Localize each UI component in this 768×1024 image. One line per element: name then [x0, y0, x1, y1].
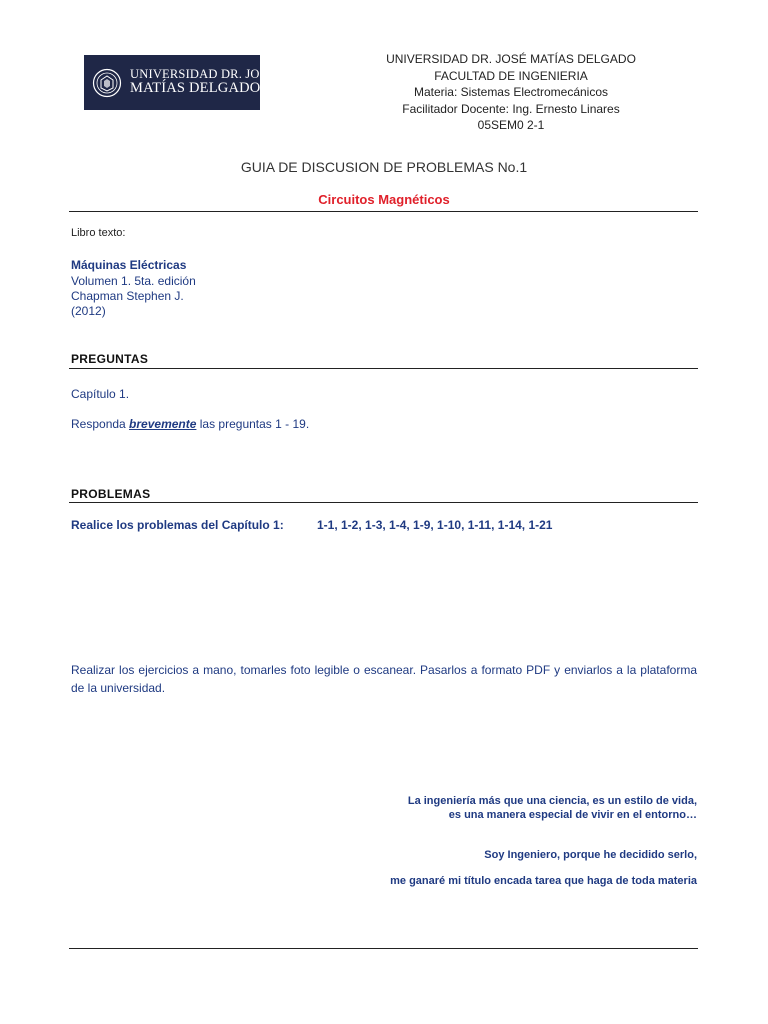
quote-line-3: Soy Ingeniero, porque he decidido serlo,	[484, 849, 697, 861]
book-author: Chapman Stephen J.	[71, 289, 184, 303]
university-name: UNIVERSIDAD DR. JOSÉ MATÍAS DELGADO	[386, 52, 636, 66]
problems-list: 1-1, 1-2, 1-3, 1-4, 1-9, 1-10, 1-11, 1-14, 1-21	[317, 518, 553, 532]
book-title: Máquinas Eléctricas	[71, 258, 187, 272]
logo-line-1: UNIVERSIDAD DR. JOSÉ	[130, 67, 275, 82]
university-logo	[84, 55, 275, 110]
guide-topic: Circuitos Magnéticos	[318, 192, 450, 207]
document-header	[350, 51, 672, 134]
divider-bottom	[69, 948, 698, 949]
submission-instructions: Realizar los ejercicios a mano, tomarles foto legible o escanear. Pasarlos a formato PDF y enviarlos a la plataforma de la universidad.	[71, 663, 697, 695]
logo-wordmark	[130, 68, 275, 96]
divider-problemas	[69, 502, 698, 503]
questions-instruction	[71, 417, 309, 431]
instruction-before: Responda	[71, 417, 130, 431]
subject-name: Materia: Sistemas Electromecánicos	[413, 85, 609, 99]
problemas-heading: PROBLEMAS	[71, 487, 151, 501]
guide-title: GUIA DE DISCUSION DE PROBLEMAS No.1	[240, 159, 528, 175]
divider-preguntas	[69, 368, 698, 369]
book-year: (2012)	[71, 304, 106, 318]
course-code: 05SEM0 2-1	[477, 118, 545, 132]
quote-line-2: es una manera especial de vivir en el entorno…	[448, 809, 697, 821]
divider-top	[69, 211, 698, 212]
university-seal-icon	[92, 68, 122, 98]
preguntas-heading: PREGUNTAS	[71, 352, 149, 366]
instruction-after: las preguntas 1 - 19.	[196, 417, 310, 431]
instruction-emphasis: brevemente	[129, 417, 197, 431]
teacher-name: Facilitador Docente: Ing. Ernesto Linares	[402, 101, 620, 116]
quote-line-1: La ingeniería más que una ciencia, es un estilo de vida,	[407, 795, 697, 807]
book-volume: Volumen 1. 5ta. edición	[71, 274, 196, 288]
book-label: Libro texto:	[71, 227, 126, 239]
chapter-label: Capítulo 1.	[71, 387, 130, 401]
logo-line-2: MATÍAS DELGADO	[130, 80, 261, 97]
quote-line-4: me ganaré mi título encada tarea que haga de toda materia	[390, 875, 697, 887]
problems-label: Realice los problemas del Capítulo 1:	[71, 518, 284, 532]
faculty-name: FACULTAD DE INGENIERIA	[434, 68, 588, 83]
